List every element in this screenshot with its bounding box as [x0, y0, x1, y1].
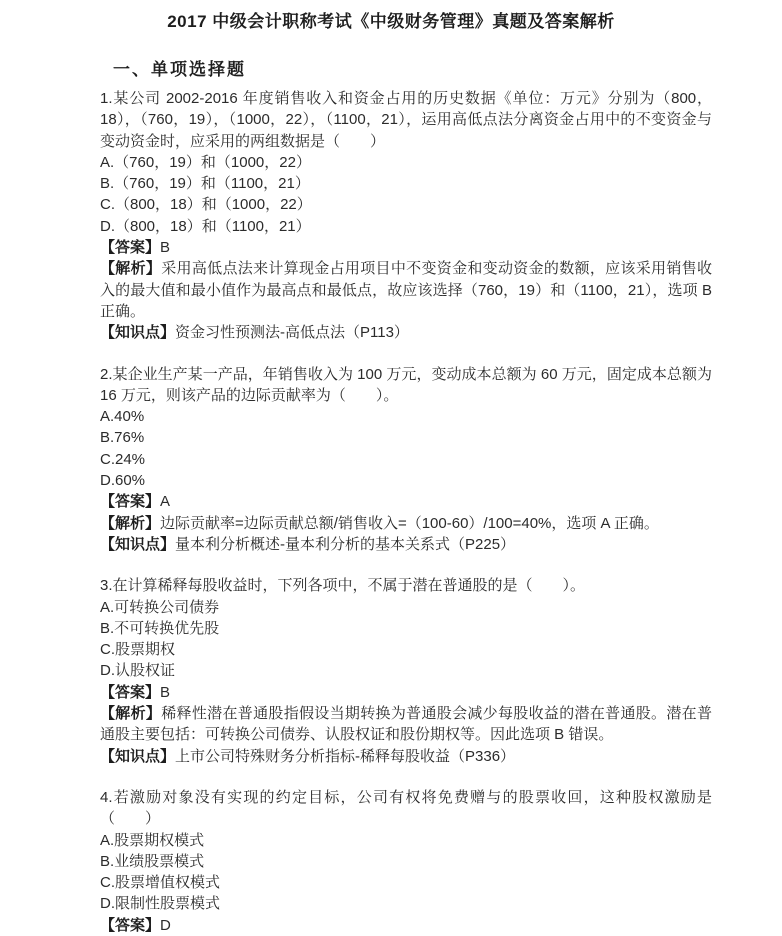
answer-line: [100, 491, 712, 512]
analysis-label: 【解析】: [100, 514, 161, 532]
answer-value: D: [160, 916, 171, 934]
section-heading: 一、单项选择题: [113, 60, 246, 79]
answer-line: [100, 682, 712, 703]
answer-line: [100, 237, 712, 258]
option-a: A.股票期权模式: [100, 831, 205, 849]
document-content: [100, 58, 712, 936]
analysis-line: [100, 703, 712, 746]
knowledge-text: 上市公司特殊财务分析指标-稀释每股收益（P336）: [175, 747, 516, 765]
analysis-line: [100, 513, 712, 534]
analysis-line: [100, 258, 712, 322]
option-d: D.认股权证: [100, 662, 176, 680]
analysis-text: 稀释性潜在普通股指假设当期转换为普通股会减少每股收益的潜在普通股。潜在普通股主要包括：可转换公司债券、认股权证和股份期权等。因此选项 B 错误。: [100, 705, 712, 744]
question-block-1: [100, 88, 712, 344]
option-a: A.可转换公司债券: [100, 598, 220, 616]
answer-value: B: [160, 683, 171, 701]
question-stem: 1.某公司 2002-2016 年度销售收入和资金占用的历史数据《单位：万元》分别为（800，18），（760，19），（1000，22），（1100，21），运用高低点法分离资金占用中的不变资金与变动资金时，应采用的两组数据是（ ）: [100, 90, 712, 150]
question-block-4: [100, 787, 712, 936]
option-c: C.（800，18）和（1000，22）: [100, 196, 312, 214]
knowledge-label: 【知识点】: [100, 324, 176, 342]
knowledge-line: [100, 534, 712, 555]
option-d: D.（800，18）和（1100，21）: [100, 217, 311, 235]
knowledge-text: 量本利分析概述-量本利分析的基本关系式（P225）: [175, 535, 516, 553]
option-c: C.股票期权: [100, 641, 176, 659]
answer-label: 【答案】: [100, 683, 161, 701]
answer-label: 【答案】: [100, 493, 161, 511]
question-stem: 2.某企业生产某一产品，年销售收入为 100 万元，变动成本总额为 60 万元，固定成本总额为 16 万元，则该产品的边际贡献率为（ ）。: [100, 365, 712, 404]
document-page: [0, 10, 782, 934]
option-c: C.24%: [100, 450, 146, 468]
question-block-3: [100, 575, 712, 767]
option-b: B.（760，19）和（1100，21）: [100, 175, 310, 193]
question-stem: 3.在计算稀释每股收益时，下列各项中，不属于潜在普通股的是（ ）。: [100, 577, 586, 595]
analysis-label: 【解析】: [100, 705, 162, 723]
answer-label: 【答案】: [100, 916, 161, 934]
analysis-text: 采用高低点法来计算现金占用项目中不变资金和变动资金的数额，应该采用销售收入的最大值和最小值作为最高点和最低点，故应该选择（760，19）和（1100，21），选项 B 正确。: [100, 260, 712, 320]
option-d: D.60%: [100, 472, 146, 490]
option-a: A.（760，19）和（1000，22）: [100, 153, 311, 171]
document-title: 2017 中级会计职称考试《中级财务管理》真题及答案解析: [167, 12, 615, 31]
answer-value: B: [160, 239, 171, 257]
answer-line: [100, 915, 712, 936]
analysis-label: 【解析】: [100, 260, 162, 278]
knowledge-label: 【知识点】: [100, 535, 176, 553]
knowledge-line: [100, 322, 712, 343]
option-b: B.不可转换优先股: [100, 619, 220, 637]
answer-value: A: [160, 493, 171, 511]
answer-label: 【答案】: [100, 239, 161, 257]
question-block-2: [100, 364, 712, 556]
option-a: A.40%: [100, 408, 145, 426]
question-stem: 4.若激励对象没有实现的约定目标，公司有权将免费赠与的股票收回，这种股权激励是（ ）: [100, 788, 712, 828]
option-d: D.限制性股票模式: [100, 895, 221, 913]
analysis-text: 边际贡献率=边际贡献总额/销售收入=（100-60）/100=40%，选项 A 正确。: [160, 514, 659, 532]
knowledge-label: 【知识点】: [100, 747, 176, 765]
knowledge-text: 资金习性预测法-高低点法（P113）: [175, 324, 409, 342]
knowledge-line: [100, 746, 712, 767]
option-c: C.股票增值权模式: [100, 874, 221, 892]
option-b: B.76%: [100, 429, 145, 447]
option-b: B.业绩股票模式: [100, 852, 205, 870]
